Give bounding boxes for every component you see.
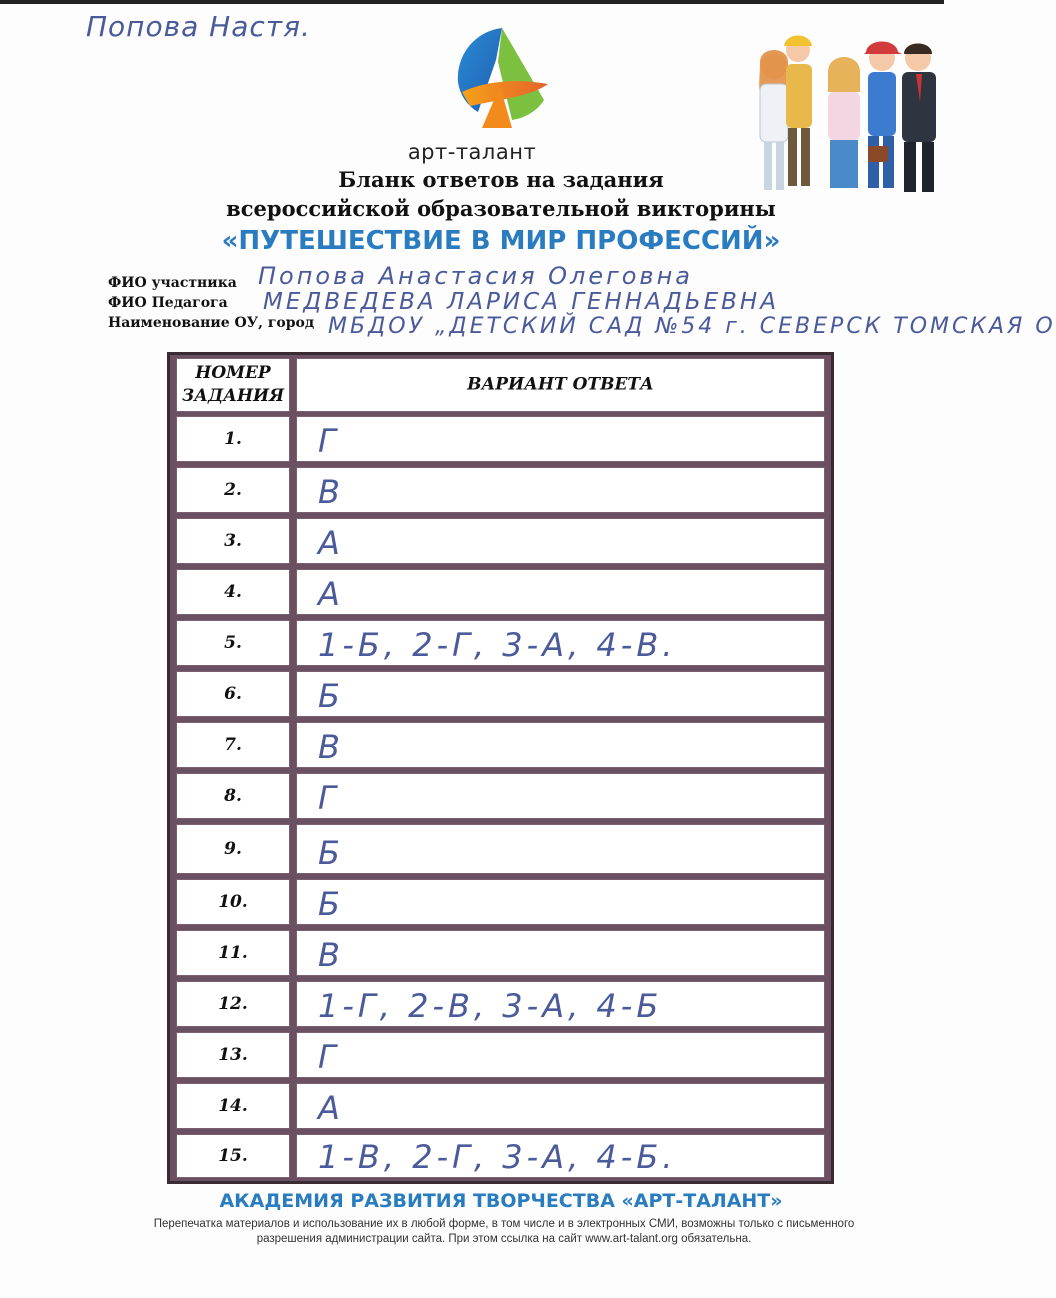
row-num: 6. <box>224 684 242 704</box>
row-answer-cell[interactable] <box>296 773 825 819</box>
row-answer: А <box>318 575 344 613</box>
header-answer-cell <box>296 358 825 412</box>
footer-organization: АКАДЕМИЯ РАЗВИТИЯ ТВОРЧЕСТВА «АРТ-ТАЛАНТ» <box>219 1190 783 1212</box>
row-answer-cell[interactable] <box>296 824 825 874</box>
row-num: 9. <box>224 839 242 859</box>
row-num-cell <box>176 1134 290 1178</box>
row-num-cell <box>176 467 290 513</box>
row-answer: Б <box>318 885 344 923</box>
school-name: МБДОУ „ДЕТСКИЙ САД №54 г. СЕВЕРСК ТОМСКАЯ О <box>328 314 1056 339</box>
participant-label: ФИО участника <box>108 275 237 291</box>
handwritten-corner-name: Попова Настя. <box>86 10 311 43</box>
professions-illustration <box>752 22 942 200</box>
row-answer-cell[interactable] <box>296 981 825 1027</box>
row-answer-cell[interactable] <box>296 518 825 564</box>
footer-copyright-notice: Перепечатка материалов и использование их в любой форме, в том числе и в электронных СМИ, возможны только с письменного разрешения администрации сайта. При этом ссылка на сайт www.art-talant.org обязательна. <box>153 1218 855 1245</box>
school-label: Наименование ОУ, город <box>108 315 315 331</box>
table-row <box>173 464 828 516</box>
table-row <box>173 821 828 877</box>
table-row <box>173 770 828 822</box>
row-answer-cell[interactable] <box>296 569 825 615</box>
table-row <box>173 566 828 618</box>
row-num: 13. <box>218 1045 248 1065</box>
table-row <box>173 719 828 771</box>
row-answer: Г <box>318 422 340 460</box>
row-answer: Б <box>318 834 344 872</box>
row-num: 4. <box>224 582 242 602</box>
table-row <box>173 413 828 465</box>
row-answer: 1-В, 2-Г, 3-А, 4-Б. <box>318 1138 677 1176</box>
table-row <box>173 617 828 669</box>
row-answer: 1-Г, 2-В, 3-А, 4-Б <box>318 987 663 1025</box>
answers-table <box>167 352 834 1184</box>
row-num-cell <box>176 518 290 564</box>
row-num: 8. <box>224 786 242 806</box>
teacher-label: ФИО Педагога <box>108 295 228 311</box>
row-num-cell <box>176 569 290 615</box>
row-num-cell <box>176 1032 290 1078</box>
participant-name: Попова Анастасия Олеговна <box>258 262 693 290</box>
row-answer-cell[interactable] <box>296 1134 825 1178</box>
row-answer-cell[interactable] <box>296 620 825 666</box>
table-row <box>173 515 828 567</box>
row-answer-cell[interactable] <box>296 467 825 513</box>
row-answer-cell[interactable] <box>296 1032 825 1078</box>
table-row <box>173 978 828 1030</box>
row-answer: А <box>318 524 344 562</box>
row-num-cell <box>176 620 290 666</box>
row-num: 5. <box>224 633 242 653</box>
row-answer: Г <box>318 1038 340 1076</box>
row-answer-cell[interactable] <box>296 722 825 768</box>
table-row <box>173 927 828 979</box>
row-answer: В <box>318 473 344 511</box>
row-num-cell <box>176 981 290 1027</box>
row-num: 11. <box>218 943 248 963</box>
row-num-cell <box>176 416 290 462</box>
quiz-title: «ПУТЕШЕСТВИЕ В МИР ПРОФЕССИЙ» <box>221 226 781 256</box>
row-num: 7. <box>224 735 242 755</box>
row-num-cell <box>176 879 290 925</box>
table-header-row <box>173 355 828 415</box>
row-num: 1. <box>224 429 242 449</box>
row-answer: А <box>318 1089 344 1127</box>
table-row <box>173 876 828 928</box>
table-row <box>173 668 828 720</box>
header-num-cell <box>176 358 290 412</box>
logo-wordmark: арт-талант <box>407 140 537 164</box>
row-answer: Г <box>318 779 340 817</box>
row-answer: 1-Б, 2-Г, 3-А, 4-В. <box>318 626 677 664</box>
row-answer-cell[interactable] <box>296 1083 825 1129</box>
teacher-name: МЕДВЕДЕВА ЛАРИСА ГЕННАДЬЕВНА <box>263 289 779 315</box>
row-answer-cell[interactable] <box>296 671 825 717</box>
row-num-cell <box>176 1083 290 1129</box>
table-row <box>173 1131 828 1181</box>
row-num: 15. <box>218 1146 248 1166</box>
row-num-cell <box>176 930 290 976</box>
header-num-label: НОМЕР ЗАДАНИЯ <box>181 363 285 406</box>
row-num-cell <box>176 722 290 768</box>
table-row <box>173 1029 828 1081</box>
row-answer: В <box>318 728 344 766</box>
row-answer: В <box>318 936 344 974</box>
table-row <box>173 1080 828 1132</box>
row-answer-cell[interactable] <box>296 879 825 925</box>
row-num: 3. <box>224 531 242 551</box>
title-line-2: всероссийской образовательной викторины <box>226 196 776 221</box>
row-num: 14. <box>218 1096 248 1116</box>
row-num: 12. <box>218 994 248 1014</box>
top-edge-line <box>0 0 944 4</box>
row-answer: Б <box>318 677 344 715</box>
art-talant-logo <box>452 22 552 130</box>
row-answer-cell[interactable] <box>296 416 825 462</box>
title-line-1: Бланк ответов на задания <box>338 167 664 192</box>
header-answer-label: ВАРИАНТ ОТВЕТА <box>467 374 654 395</box>
row-answer-cell[interactable] <box>296 930 825 976</box>
row-num-cell <box>176 824 290 874</box>
row-num: 2. <box>224 480 242 500</box>
row-num-cell <box>176 773 290 819</box>
row-num: 10. <box>218 892 248 912</box>
row-num-cell <box>176 671 290 717</box>
